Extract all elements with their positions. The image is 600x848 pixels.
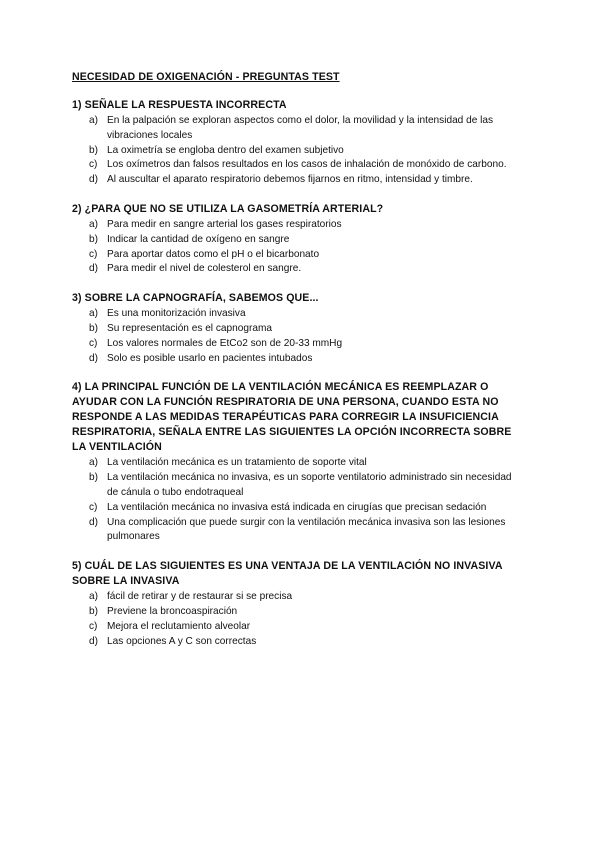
option-letter: c)	[89, 159, 98, 171]
option-letter: b)	[89, 472, 98, 484]
option-letter: c)	[89, 620, 98, 632]
document-page	[72, 71, 522, 663]
question-3-option-3	[72, 337, 522, 352]
option-text: Para aportar datos como el pH o el bicarbonato	[107, 248, 320, 260]
option-text: Es una monitorización invasiva	[107, 308, 246, 320]
option-text: fácil de retirar y de restaurar si se precisa	[107, 591, 293, 603]
question-list	[72, 98, 522, 649]
document-title: NECESIDAD DE OXIGENACIÓN - PREGUNTAS TEST	[72, 71, 340, 83]
question-1-option-4	[72, 173, 522, 188]
option-text: Para medir en sangre arterial los gases respiratorios	[107, 218, 342, 230]
option-text: Su representación es el capnograma	[107, 322, 272, 334]
option-text: Una complicación que puede surgir con la ventilación mecánica invasiva son las lesiones pulmonares	[107, 516, 506, 543]
question-1-option-1	[72, 114, 522, 144]
question-5-option-2	[72, 605, 522, 620]
option-text: Previene la broncoaspiración	[107, 605, 238, 617]
question-3	[72, 291, 522, 366]
question-3-option-1	[72, 307, 522, 322]
question-title: 1) SEÑALE LA RESPUESTA INCORRECTA	[72, 99, 287, 111]
option-letter: a)	[89, 218, 98, 230]
question-2-option-3	[72, 248, 522, 263]
question-1	[72, 98, 522, 188]
option-letter: b)	[89, 605, 98, 617]
question-4	[72, 380, 522, 545]
option-letter: d)	[89, 174, 98, 186]
question-title: 3) SOBRE LA CAPNOGRAFÍA, SABEMOS QUE...	[72, 292, 319, 305]
option-letter: c)	[89, 501, 98, 513]
option-text: La ventilación mecánica no invasiva está indicada en cirugías que precisan sedación	[107, 501, 487, 513]
option-text: La ventilación mecánica es un tratamiento de soporte vital	[107, 457, 367, 469]
option-list	[72, 114, 522, 188]
question-title: 2) ¿PARA QUE NO SE UTILIZA LA GASOMETRÍA ARTERIAL?	[72, 202, 384, 215]
option-letter: c)	[89, 337, 98, 349]
option-letter: d)	[89, 352, 98, 364]
option-letter: b)	[89, 233, 98, 245]
question-1-option-3	[72, 158, 522, 173]
option-list	[72, 218, 522, 277]
question-4-option-2	[72, 471, 522, 501]
question-3-option-4	[72, 352, 522, 367]
option-text: Mejora el reclutamiento alveolar	[107, 620, 251, 632]
question-4-option-3	[72, 501, 522, 516]
question-2-option-2	[72, 233, 522, 248]
option-list	[72, 307, 522, 366]
question-title: 5) CUÁL DE LAS SIGUIENTES ES UNA VENTAJA DE LA VENTILACIÓN NO INVASIVA SOBRE LA INVASIVA	[72, 560, 503, 588]
question-1-option-2	[72, 144, 522, 159]
question-3-option-2	[72, 322, 522, 337]
option-letter: d)	[89, 516, 98, 528]
question-5-option-1	[72, 590, 522, 605]
question-2-option-1	[72, 218, 522, 233]
option-text: En la palpación se exploran aspectos como el dolor, la movilidad y la intensidad de las vibraciones locales	[107, 115, 494, 141]
question-5-option-3	[72, 620, 522, 635]
option-text: La oximetría se engloba dentro del examen subjetivo	[107, 144, 344, 156]
option-letter: a)	[89, 115, 98, 126]
question-5-option-4	[72, 635, 522, 650]
option-letter: b)	[89, 144, 98, 156]
option-text: Indicar la cantidad de oxígeno en sangre	[107, 233, 290, 245]
question-5	[72, 559, 522, 649]
option-text: Para medir el nivel de colesterol en sangre.	[107, 263, 302, 275]
option-letter: b)	[89, 322, 98, 334]
option-letter: d)	[89, 263, 98, 275]
option-letter: a)	[89, 591, 98, 603]
option-text: Los valores normales de EtCo2 son de 20-33 mmHg	[107, 337, 343, 349]
question-2-option-4	[72, 262, 522, 277]
option-letter: a)	[89, 308, 98, 320]
option-letter: c)	[89, 248, 98, 260]
option-list	[72, 456, 522, 545]
question-2	[72, 202, 522, 277]
option-text: Los oxímetros dan falsos resultados en los casos de inhalación de monóxido de carbono.	[107, 159, 507, 171]
option-letter: d)	[89, 635, 98, 647]
option-list	[72, 590, 522, 649]
option-text: La ventilación mecánica no invasiva, es un soporte ventilatorio administrado sin necesidad de cánula o tubo endotraqueal	[107, 472, 512, 498]
question-4-option-1	[72, 456, 522, 471]
option-text: Al auscultar el aparato respiratorio debemos fijarnos en ritmo, intensidad y timbre.	[107, 174, 473, 186]
option-text: Las opciones A y C son correctas	[107, 635, 257, 647]
question-title: 4) LA PRINCIPAL FUNCIÓN DE LA VENTILACIÓN MECÁNICA ES REEMPLAZAR O AYUDAR CON LA FUNCIÓN RESPIRATORIA DE UNA PERSONA, CUANDO ESTA NO RESPONDE A LAS MEDIDAS TERAPÉUTICAS PARA CORREGIR LA INSUFICIENCIA RESPIRATORIA, SEÑALA ENTRE LAS SIGUIENTES LA OPCIÓN INCORRECTA SOBRE LA VENTILACIÓN	[72, 381, 512, 454]
question-4-option-4	[72, 516, 522, 546]
option-letter: a)	[89, 457, 98, 469]
option-text: Solo es posible usarlo en pacientes intubados	[107, 352, 313, 364]
